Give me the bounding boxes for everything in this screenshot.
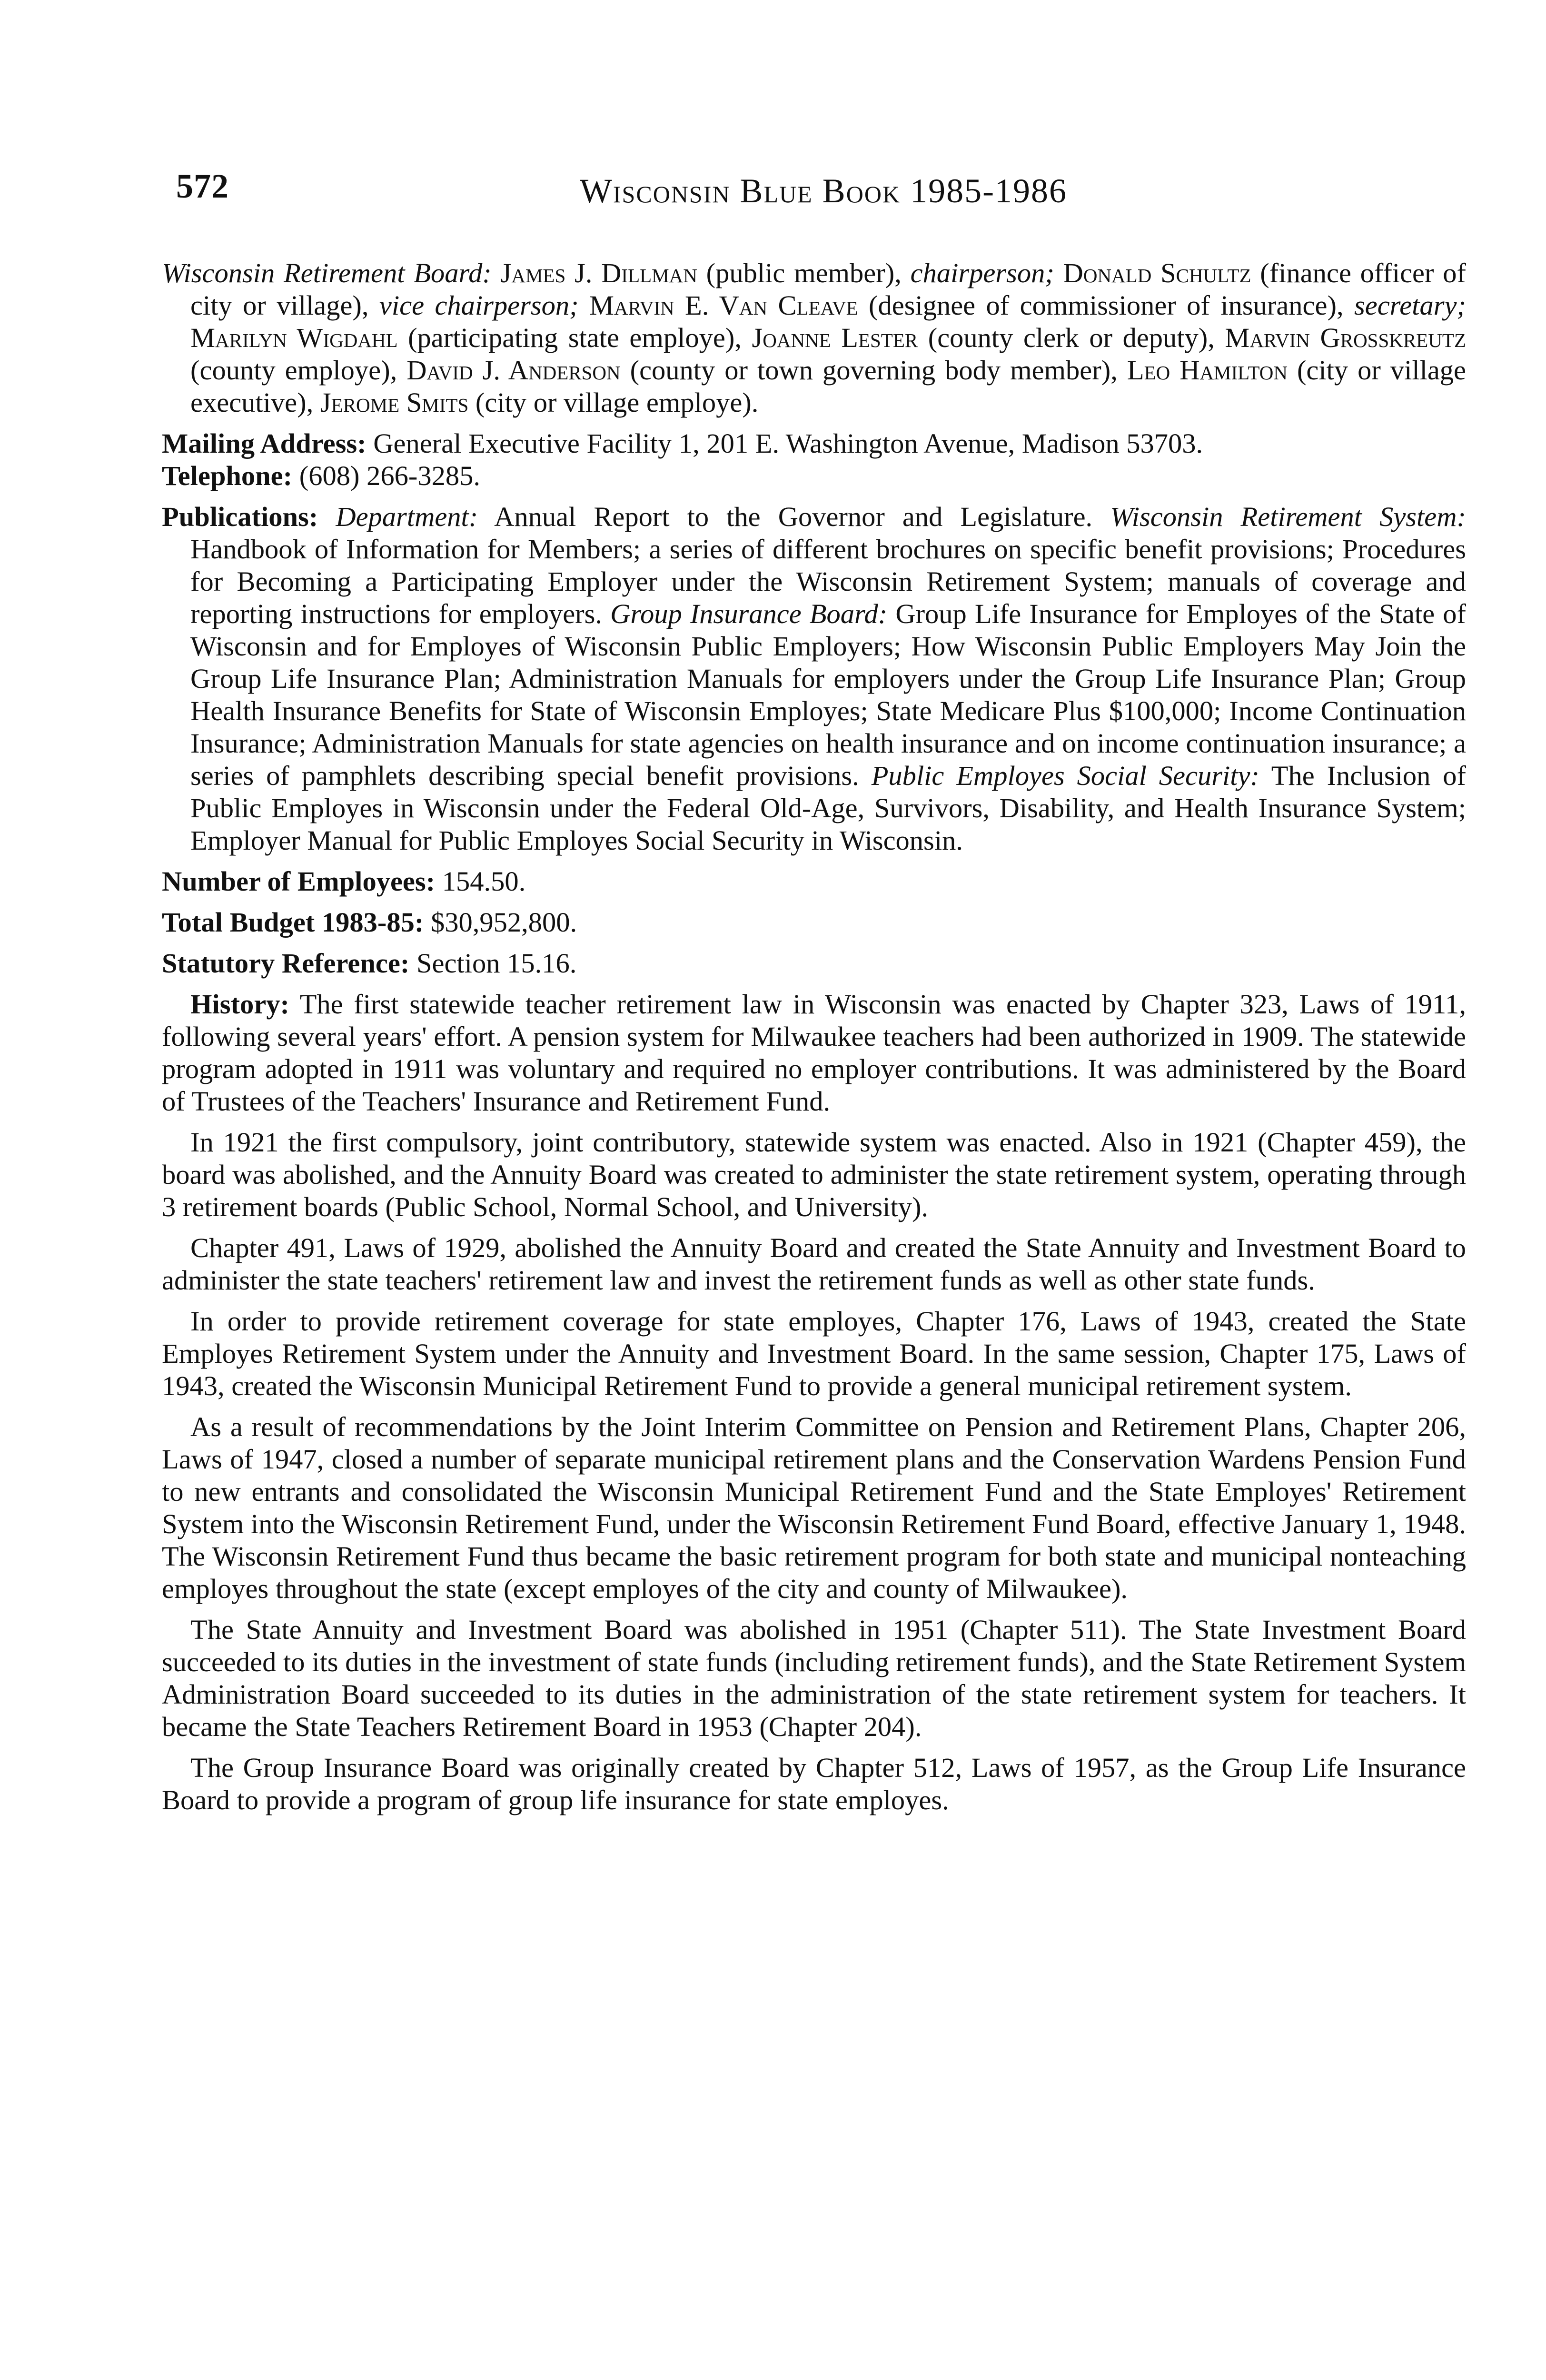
- employees-value: 154.50.: [435, 866, 526, 897]
- history-paragraph: In order to provide retirement coverage for state employes, Chapter 176, Laws of 1943, created the State Employes Retirement System under the Annuity and Investment Board. In the same session, Chapter 175, Laws of 1943, created the Wisconsin Municipal Retirement Fund to provide a general municipal retirement system.: [162, 1306, 1466, 1401]
- member-name: David J. Anderson: [406, 355, 621, 386]
- member-description: (designee of commissioner of insurance),: [858, 290, 1354, 321]
- telephone-label: Telephone:: [162, 460, 293, 491]
- board-members-paragraph: [162, 257, 1466, 419]
- member-name: James J. Dillman: [500, 258, 697, 288]
- member-name: Donald Schultz: [1054, 258, 1251, 288]
- member-name: Marilyn Wigdahl: [190, 322, 398, 353]
- budget-label: Total Budget 1983-85:: [162, 907, 424, 938]
- telephone-value: (608) 266-3285.: [292, 460, 480, 491]
- member-role: vice chairperson;: [379, 290, 579, 321]
- social-security-publications: The Inclusion of Public Employes in Wisconsin under the Federal Old-Age, Survivors, Disability, and Health Insurance System; Employer Manual for Public Employes Social Security in Wisconsin.: [190, 760, 1467, 856]
- total-budget: [162, 906, 1466, 939]
- wrs-label: Wisconsin Retirement System:: [1110, 501, 1466, 532]
- number-of-employees: [162, 865, 1466, 898]
- member-description: (county employe),: [190, 355, 407, 386]
- mailing-address-label: Mailing Address:: [162, 428, 367, 459]
- department-publications: Annual Report to the Governor and Legislature.: [478, 501, 1110, 532]
- publications-paragraph: [162, 501, 1466, 857]
- history-paragraph: [162, 988, 1466, 1118]
- running-title: Wisconsin Blue Book 1985-1986: [579, 172, 1068, 210]
- member-role: secretary;: [1354, 290, 1466, 321]
- page-header: [176, 157, 1471, 224]
- publications-label: Publications:: [162, 501, 318, 532]
- history-paragraph: As a result of recommendations by the Joint Interim Committee on Pension and Retirement Plans, Chapter 206, Laws of 1947, closed a number of separate municipal retirement plans and the Conservation Wardens Pension Fund to new entrants and consolidated the Wisconsin Municipal Retirement Fund and the State Employes' Retirement System into the Wisconsin Retirement Fund, under the Wisconsin Retirement Fund Board, effective January 1, 1948. The Wisconsin Retirement Fund thus became the basic retirement program for both state and municipal nonteaching employes throughout the state (except employes of the city and county of Milwaukee).: [162, 1411, 1466, 1604]
- member-description: (finance officer of city or village),: [190, 258, 1466, 321]
- member-name: Marvin E. Van Cleave: [578, 290, 858, 321]
- budget-value: $30,952,800.: [424, 907, 577, 938]
- member-name: Jerome Smits: [320, 387, 469, 418]
- social-security-label: Public Employes Social Security:: [871, 760, 1259, 791]
- statutory-value: Section 15.16.: [409, 948, 577, 979]
- member-description: (city or village executive),: [190, 355, 1467, 418]
- member-description: (participating state employe),: [397, 322, 752, 353]
- board-title: Wisconsin Retirement Board:: [162, 258, 492, 288]
- member-description: (public member),: [697, 258, 911, 288]
- department-label: Department:: [318, 501, 478, 532]
- member-description: (county clerk or deputy),: [918, 322, 1225, 353]
- member-name: Joanne Lester: [752, 322, 918, 353]
- wrs-publications: Handbook of Information for Members; a series of different brochures on specific benefit provisions; Procedures for Becoming a Participating Employer under the Wisconsin Retirement System; manuals of coverage and reporting instructions for employers.: [190, 534, 1466, 629]
- mailing-address-value: General Executive Facility 1, 201 E. Washington Avenue, Madison 53703.: [366, 428, 1203, 459]
- history-label: History:: [190, 989, 289, 1020]
- history-text: The first statewide teacher retirement law in Wisconsin was enacted by Chapter 323, Laws of 1911, following several years' effort. A pension system for Milwaukee teachers had been authorized in 1909. The statewide program adopted in 1911 was voluntary and required no employer contributions. It was administered by the Board of Trustees of the Teachers' Insurance and Retirement Fund.: [162, 989, 1466, 1117]
- member-name: Leo Hamilton: [1127, 355, 1288, 386]
- member-description: (county or town governing body member),: [620, 355, 1127, 386]
- group-insurance-publications: Group Life Insurance for Employes of the State of Wisconsin and for Employes of Wisconsin Public Employers; How Wisconsin Public Employers May Join the Group Life Insurance Plan; Administration Manuals for employers under the Group Life Insurance Plan; Group Health Insurance Benefits for State of Wisconsin Employes; State Medicare Plus $100,000; Income Continuation Insurance; Administration Manuals for state agencies on health insurance and on income continuation insurance; a series of pamphlets describing special benefit provisions.: [190, 598, 1466, 791]
- group-insurance-label: Group Insurance Board:: [610, 598, 888, 629]
- statutory-label: Statutory Reference:: [162, 948, 410, 979]
- page-number: 572: [176, 167, 229, 205]
- telephone: [162, 460, 1466, 492]
- history-paragraph: The State Annuity and Investment Board was abolished in 1951 (Chapter 511). The State Investment Board succeeded to its duties in the investment of state funds (including retirement funds), and the State Retirement System Administration Board succeeded to its duties in the administration of the state retirement system for teachers. It became the State Teachers Retirement Board in 1953 (Chapter 204).: [162, 1614, 1466, 1742]
- employees-label: Number of Employees:: [162, 866, 436, 897]
- page-body: [162, 257, 1466, 1816]
- member-description: (city or village employe).: [468, 387, 759, 418]
- mailing-address: [162, 427, 1466, 460]
- history-paragraph: In 1921 the first compulsory, joint contributory, statewide system was enacted. Also in 1921 (Chapter 459), the board was abolished, and the Annuity Board was created to administer the state retirement system, operating through 3 retirement boards (Public School, Normal School, and University).: [162, 1127, 1466, 1222]
- history-paragraph: Chapter 491, Laws of 1929, abolished the Annuity Board and created the State Annuity and Investment Board to administer the state teachers' retirement law and invest the retirement funds as well as other state funds.: [162, 1232, 1466, 1296]
- statutory-reference: [162, 947, 1466, 980]
- member-role: chairperson;: [910, 258, 1054, 288]
- history-paragraph: The Group Insurance Board was originally created by Chapter 512, Laws of 1957, as the Group Life Insurance Board to provide a program of group life insurance for state employes.: [162, 1752, 1466, 1815]
- member-name: Marvin Grosskreutz: [1225, 322, 1466, 353]
